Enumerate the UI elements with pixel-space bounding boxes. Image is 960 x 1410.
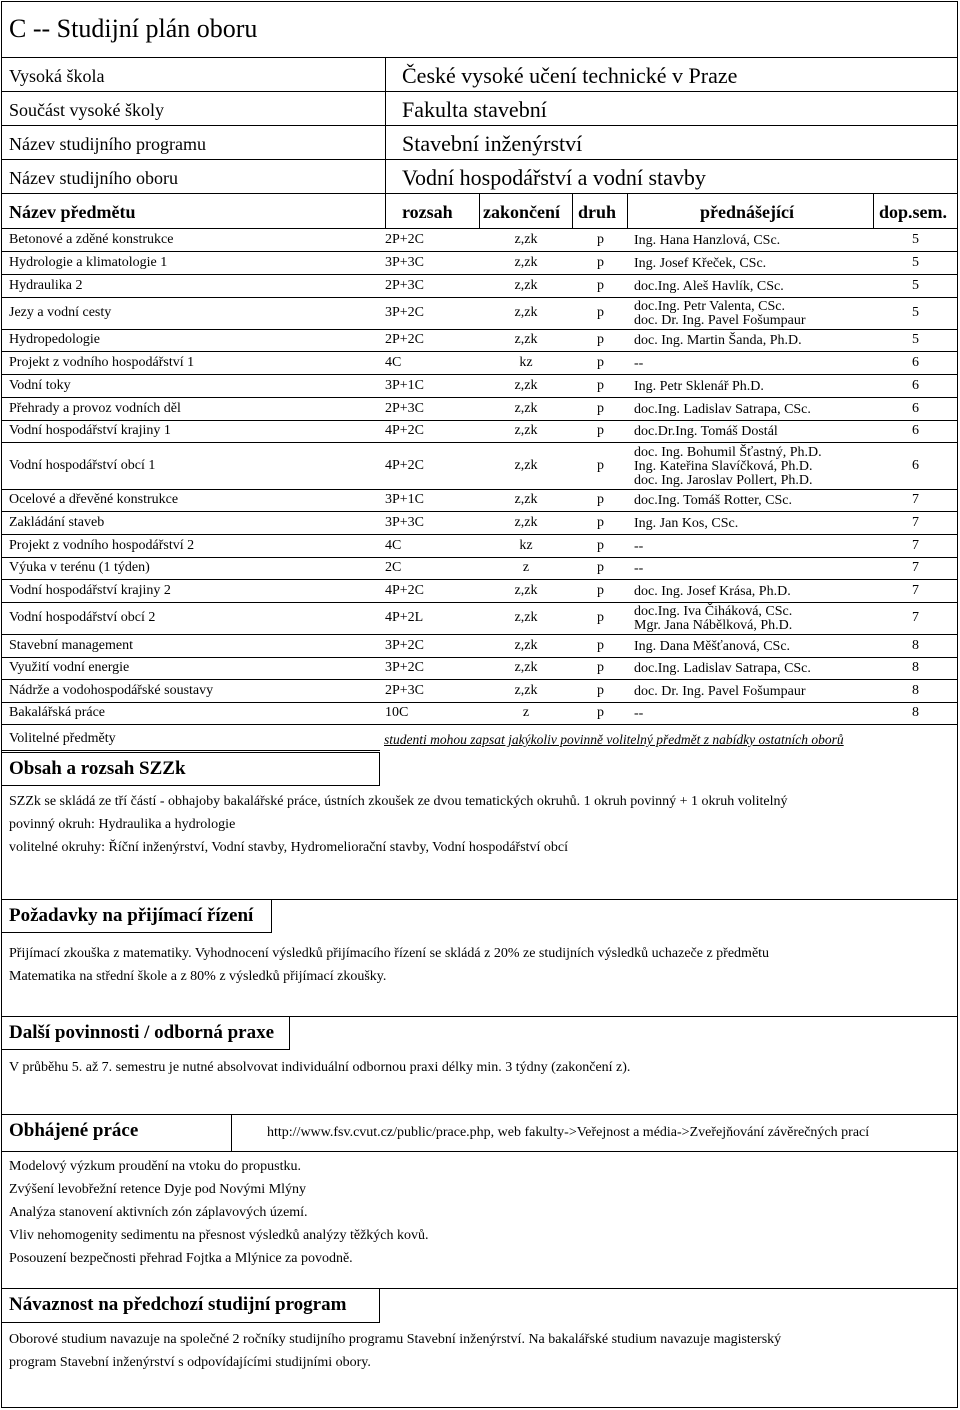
course-completion: z,zk bbox=[514, 332, 538, 347]
course-semester: 6 bbox=[912, 354, 919, 370]
course-lecturer: doc.Ing. Aleš Havlík, CSc. bbox=[634, 278, 784, 294]
course-name: Nádrže a vodohospodářské soustavy bbox=[9, 682, 214, 698]
course-name: Betonové a zděné konstrukce bbox=[9, 231, 174, 247]
admission-line: Matematika na střední škole a z 80% z výsledků přijímací zkoušky. bbox=[9, 969, 387, 984]
course-row bbox=[2, 558, 957, 580]
course-completion: z,zk bbox=[514, 457, 538, 473]
section-heading-szzk: Obsah a rozsah SZZk bbox=[2, 752, 380, 786]
course-completion: z,zk bbox=[514, 514, 538, 530]
course-row bbox=[2, 658, 957, 680]
course-row bbox=[2, 512, 957, 535]
course-lecturer: -- bbox=[634, 538, 644, 554]
course-semester: 5 bbox=[912, 305, 919, 320]
header-row-faculty bbox=[2, 92, 957, 126]
course-range: 4C bbox=[385, 537, 402, 553]
course-type: p bbox=[597, 537, 604, 553]
course-lecturer: doc. Ing. Bohumil Šťastný, Ph.D. bbox=[634, 444, 822, 460]
course-row bbox=[2, 352, 957, 375]
continuity-line: Oborové studium navazuje na společné 2 ročníky studijního programu Stavební inženýrství. Na bakalářské studium navazuje magisterský bbox=[9, 1332, 782, 1347]
course-range: 4P+2C bbox=[385, 457, 425, 473]
course-lecturer: doc. Ing. Jaroslav Pollert, Ph.D. bbox=[634, 472, 813, 488]
course-semester: 7 bbox=[912, 560, 919, 575]
continuity-text bbox=[9, 1328, 949, 1374]
course-row bbox=[2, 375, 957, 398]
course-range: 4C bbox=[385, 354, 402, 370]
course-type: p bbox=[597, 354, 604, 370]
course-completion: z,zk bbox=[514, 377, 538, 393]
header-value: Stavební inženýrství bbox=[402, 131, 583, 156]
col-semester: dop.sem. bbox=[879, 202, 948, 222]
course-range: 2P+2C bbox=[385, 332, 425, 347]
course-range: 4P+2C bbox=[385, 582, 425, 598]
course-semester: 5 bbox=[912, 332, 919, 347]
admission-line: Přijímací zkouška z matematiky. Vyhodnocení výsledků přijímacího řízení se skládá z 20% ze studijních výsledků uchazeče z předmětu bbox=[9, 946, 770, 961]
course-semester: 7 bbox=[912, 492, 919, 507]
course-type: p bbox=[597, 400, 604, 416]
course-type: p bbox=[597, 682, 604, 698]
course-range: 2C bbox=[385, 560, 402, 575]
course-completion: z,zk bbox=[514, 254, 538, 270]
header-value: Fakulta stavební bbox=[402, 97, 547, 122]
course-lecturer: Ing. Jan Kos, CSc. bbox=[634, 515, 739, 531]
page-title: C -- Studijní plán oboru bbox=[2, 2, 957, 58]
course-name: Vodní hospodářství obcí 1 bbox=[9, 457, 156, 473]
course-type: p bbox=[597, 610, 604, 625]
course-name: Vodní hospodářství obcí 2 bbox=[9, 610, 156, 625]
course-name: Jezy a vodní cesty bbox=[9, 305, 112, 320]
col-completion: zakončení bbox=[483, 202, 561, 222]
list-item: Zvýšení levobřežní retence Dyje pod Novými Mlýny bbox=[9, 1182, 307, 1197]
course-type: p bbox=[597, 660, 604, 675]
course-range: 3P+2C bbox=[385, 305, 425, 320]
course-range: 2P+3C bbox=[385, 277, 425, 293]
course-range: 4P+2C bbox=[385, 423, 425, 438]
course-semester: 7 bbox=[912, 582, 919, 598]
course-semester: 6 bbox=[912, 457, 919, 473]
section-heading-practice: Další povinnosti / odborná praxe bbox=[2, 1016, 290, 1050]
course-range: 2P+3C bbox=[385, 682, 425, 698]
course-range: 3P+1C bbox=[385, 492, 425, 507]
course-range: 3P+2C bbox=[385, 660, 425, 675]
course-semester: 8 bbox=[912, 660, 919, 675]
course-lecturer: Ing. Josef Křeček, CSc. bbox=[634, 255, 767, 271]
section-heading-admission: Požadavky na přijímací řízení bbox=[2, 899, 272, 933]
course-name: Zakládání staveb bbox=[9, 514, 105, 530]
course-row bbox=[2, 330, 957, 352]
course-lecturer: -- bbox=[634, 561, 644, 576]
electives-row bbox=[2, 729, 957, 751]
course-completion: z bbox=[522, 560, 530, 575]
course-row bbox=[2, 298, 957, 330]
course-range: 2P+2C bbox=[385, 231, 425, 247]
course-semester: 6 bbox=[912, 400, 919, 416]
course-completion: z,zk bbox=[514, 305, 538, 320]
course-row bbox=[2, 580, 957, 603]
theses-list bbox=[9, 1155, 949, 1270]
course-name: Výuka v terénu (1 týden) bbox=[9, 560, 150, 575]
section-heading-theses: Obhájené práce bbox=[2, 1114, 232, 1152]
course-completion: z bbox=[522, 705, 530, 720]
course-range: 10C bbox=[385, 705, 409, 720]
course-row bbox=[2, 603, 957, 635]
course-lecturer: doc.Ing. Iva Čiháková, CSc. bbox=[634, 604, 793, 619]
course-row bbox=[2, 490, 957, 512]
header-label: Vysoká škola bbox=[9, 66, 105, 86]
course-completion: z,zk bbox=[514, 610, 538, 625]
course-lecturer: Ing. Hana Hanzlová, CSc. bbox=[634, 232, 781, 248]
course-name: Projekt z vodního hospodářství 2 bbox=[9, 537, 195, 553]
course-row bbox=[2, 535, 957, 558]
course-completion: kz bbox=[519, 354, 533, 370]
electives-label: Volitelné předměty bbox=[9, 731, 116, 746]
course-row bbox=[2, 229, 957, 252]
course-completion: z,zk bbox=[514, 423, 538, 438]
course-name: Ocelové a dřevěné konstrukce bbox=[9, 492, 179, 507]
course-name: Přehrady a provoz vodních děl bbox=[9, 400, 181, 416]
list-item: Vliv nehomogenity sedimentu na přesnost výsledků analýzy těžkých kovů. bbox=[9, 1228, 429, 1243]
course-type: p bbox=[597, 231, 604, 247]
course-completion: z,zk bbox=[514, 492, 538, 507]
col-type: druh bbox=[578, 202, 617, 222]
course-type: p bbox=[597, 637, 604, 653]
header-value: Vodní hospodářství a vodní stavby bbox=[402, 165, 706, 190]
course-range: 2P+3C bbox=[385, 400, 425, 416]
course-completion: kz bbox=[519, 537, 533, 553]
course-type: p bbox=[597, 705, 604, 720]
course-name: Bakalářská práce bbox=[9, 705, 105, 720]
course-lecturer: doc. Dr. Ing. Pavel Fošumpaur bbox=[634, 313, 806, 328]
course-name: Projekt z vodního hospodářství 1 bbox=[9, 354, 195, 370]
course-range: 3P+3C bbox=[385, 514, 425, 530]
course-name: Vodní toky bbox=[9, 377, 71, 393]
course-lecturer: Ing. Dana Měšťanová, CSc. bbox=[634, 638, 791, 654]
course-semester: 5 bbox=[912, 231, 919, 247]
practice-text: V průběhu 5. až 7. semestru je nutné absolvovat individuální odbornou praxi délky min. 3 týdny (zakončení z). bbox=[9, 1060, 631, 1075]
header-label: Název studijního programu bbox=[9, 134, 206, 154]
course-completion: z,zk bbox=[514, 637, 538, 653]
course-type: p bbox=[597, 492, 604, 507]
course-type: p bbox=[597, 277, 604, 293]
course-name: Vodní hospodářství krajiny 2 bbox=[9, 582, 171, 598]
course-row bbox=[2, 398, 957, 421]
course-lecturer: -- bbox=[634, 355, 644, 371]
col-range: rozsah bbox=[402, 202, 453, 222]
course-lecturer: doc. Ing. Josef Krása, Ph.D. bbox=[634, 583, 791, 599]
course-semester: 8 bbox=[912, 682, 919, 698]
admission-text bbox=[9, 942, 949, 988]
course-lecturer: doc.Ing. Tomáš Rotter, CSc. bbox=[634, 493, 793, 508]
course-lecturer: doc.Ing. Ladislav Satrapa, CSc. bbox=[634, 401, 811, 417]
col-subject: Název předmětu bbox=[9, 202, 136, 222]
szzk-line: SZZk se skládá ze tří částí - obhajoby bakalářské práce, ústních zkoušek ze dvou tematických okruhů. 1 okruh povinný + 1 okruh volitelný bbox=[9, 794, 788, 809]
course-lecturer: Ing. Kateřina Slavíčková, Ph.D. bbox=[634, 458, 813, 474]
course-completion: z,zk bbox=[514, 582, 538, 598]
continuity-line: program Stavební inženýrství s odpovídajícími studijními obory. bbox=[9, 1355, 371, 1370]
course-lecturer: -- bbox=[634, 706, 644, 721]
course-lecturer: doc.Dr.Ing. Tomáš Dostál bbox=[634, 424, 778, 439]
list-item: Posouzení bezpečnosti přehrad Fojtka a Mlýnice za povodně. bbox=[9, 1251, 353, 1266]
course-lecturer: Ing. Petr Sklenář Ph.D. bbox=[634, 378, 764, 394]
course-type: p bbox=[597, 377, 604, 393]
course-semester: 8 bbox=[912, 637, 919, 653]
list-item: Analýza stanovení aktivních zón záplavových území. bbox=[9, 1205, 308, 1220]
header-value: České vysoké učení technické v Praze bbox=[402, 63, 738, 88]
header-row-field bbox=[2, 160, 957, 194]
course-name: Stavební management bbox=[9, 637, 134, 653]
course-range: 3P+1C bbox=[385, 377, 425, 393]
course-type: p bbox=[597, 332, 604, 347]
course-lecturer: Mgr. Jana Nábělková, Ph.D. bbox=[634, 618, 793, 633]
course-completion: z,zk bbox=[514, 231, 538, 247]
theses-link[interactable]: http://www.fsv.cvut.cz/public/prace.php, web fakulty->Veřejnost a média->Zveřejňování závěrečných prací bbox=[267, 1125, 870, 1140]
course-semester: 7 bbox=[912, 610, 919, 625]
course-completion: z,zk bbox=[514, 682, 538, 698]
course-lecturer: doc.Ing. Petr Valenta, CSc. bbox=[634, 299, 785, 314]
course-completion: z,zk bbox=[514, 277, 538, 293]
course-name: Vodní hospodářství krajiny 1 bbox=[9, 423, 171, 438]
course-semester: 6 bbox=[912, 377, 919, 393]
course-table-header bbox=[2, 194, 957, 229]
course-type: p bbox=[597, 582, 604, 598]
szzk-text bbox=[9, 790, 949, 859]
course-row bbox=[2, 252, 957, 275]
course-semester: 5 bbox=[912, 254, 919, 270]
header-label: Součást vysoké školy bbox=[9, 100, 164, 120]
header-row-program bbox=[2, 126, 957, 160]
szzk-line: povinný okruh: Hydraulika a hydrologie bbox=[9, 817, 236, 832]
course-type: p bbox=[597, 514, 604, 530]
course-semester: 6 bbox=[912, 423, 919, 438]
course-semester: 7 bbox=[912, 514, 919, 530]
course-range: 3P+2C bbox=[385, 637, 425, 653]
course-type: p bbox=[597, 457, 604, 473]
course-lecturer: doc. Ing. Martin Šanda, Ph.D. bbox=[634, 333, 802, 348]
course-completion: z,zk bbox=[514, 400, 538, 416]
course-name: Hydrologie a klimatologie 1 bbox=[9, 254, 168, 270]
electives-note: studenti mohou zapsat jakýkoliv povinně volitelný předmět z nabídky ostatních oborů bbox=[384, 732, 844, 747]
course-row bbox=[2, 275, 957, 298]
course-row bbox=[2, 635, 957, 658]
course-name: Hydropedologie bbox=[9, 332, 100, 347]
course-semester: 5 bbox=[912, 277, 919, 293]
study-plan-page bbox=[1, 1, 958, 1408]
header-label: Název studijního oboru bbox=[9, 168, 178, 188]
section-heading-continuity: Návaznost na předchozí studijní program bbox=[2, 1288, 380, 1323]
list-item: Modelový výzkum proudění na vtoku do propustku. bbox=[9, 1159, 302, 1174]
course-type: p bbox=[597, 423, 604, 438]
course-name: Využití vodní energie bbox=[9, 660, 130, 675]
course-row bbox=[2, 443, 957, 490]
course-row bbox=[2, 680, 957, 703]
course-completion: z,zk bbox=[514, 660, 538, 675]
course-row bbox=[2, 421, 957, 443]
course-name: Hydraulika 2 bbox=[9, 277, 83, 293]
szzk-line: volitelné okruhy: Říční inženýrství, Vodní stavby, Hydromeliorační stavby, Vodní hospodářství obcí bbox=[9, 840, 569, 855]
course-semester: 8 bbox=[912, 705, 919, 720]
col-lecturer: přednášející bbox=[700, 202, 794, 222]
header-row-university bbox=[2, 58, 957, 92]
course-row bbox=[2, 703, 957, 725]
course-range: 3P+3C bbox=[385, 254, 425, 270]
course-semester: 7 bbox=[912, 537, 919, 553]
course-range: 4P+2L bbox=[385, 610, 424, 625]
course-type: p bbox=[597, 305, 604, 320]
course-type: p bbox=[597, 560, 604, 575]
course-type: p bbox=[597, 254, 604, 270]
course-lecturer: doc. Dr. Ing. Pavel Fošumpaur bbox=[634, 683, 806, 699]
course-lecturer: doc.Ing. Ladislav Satrapa, CSc. bbox=[634, 661, 811, 676]
